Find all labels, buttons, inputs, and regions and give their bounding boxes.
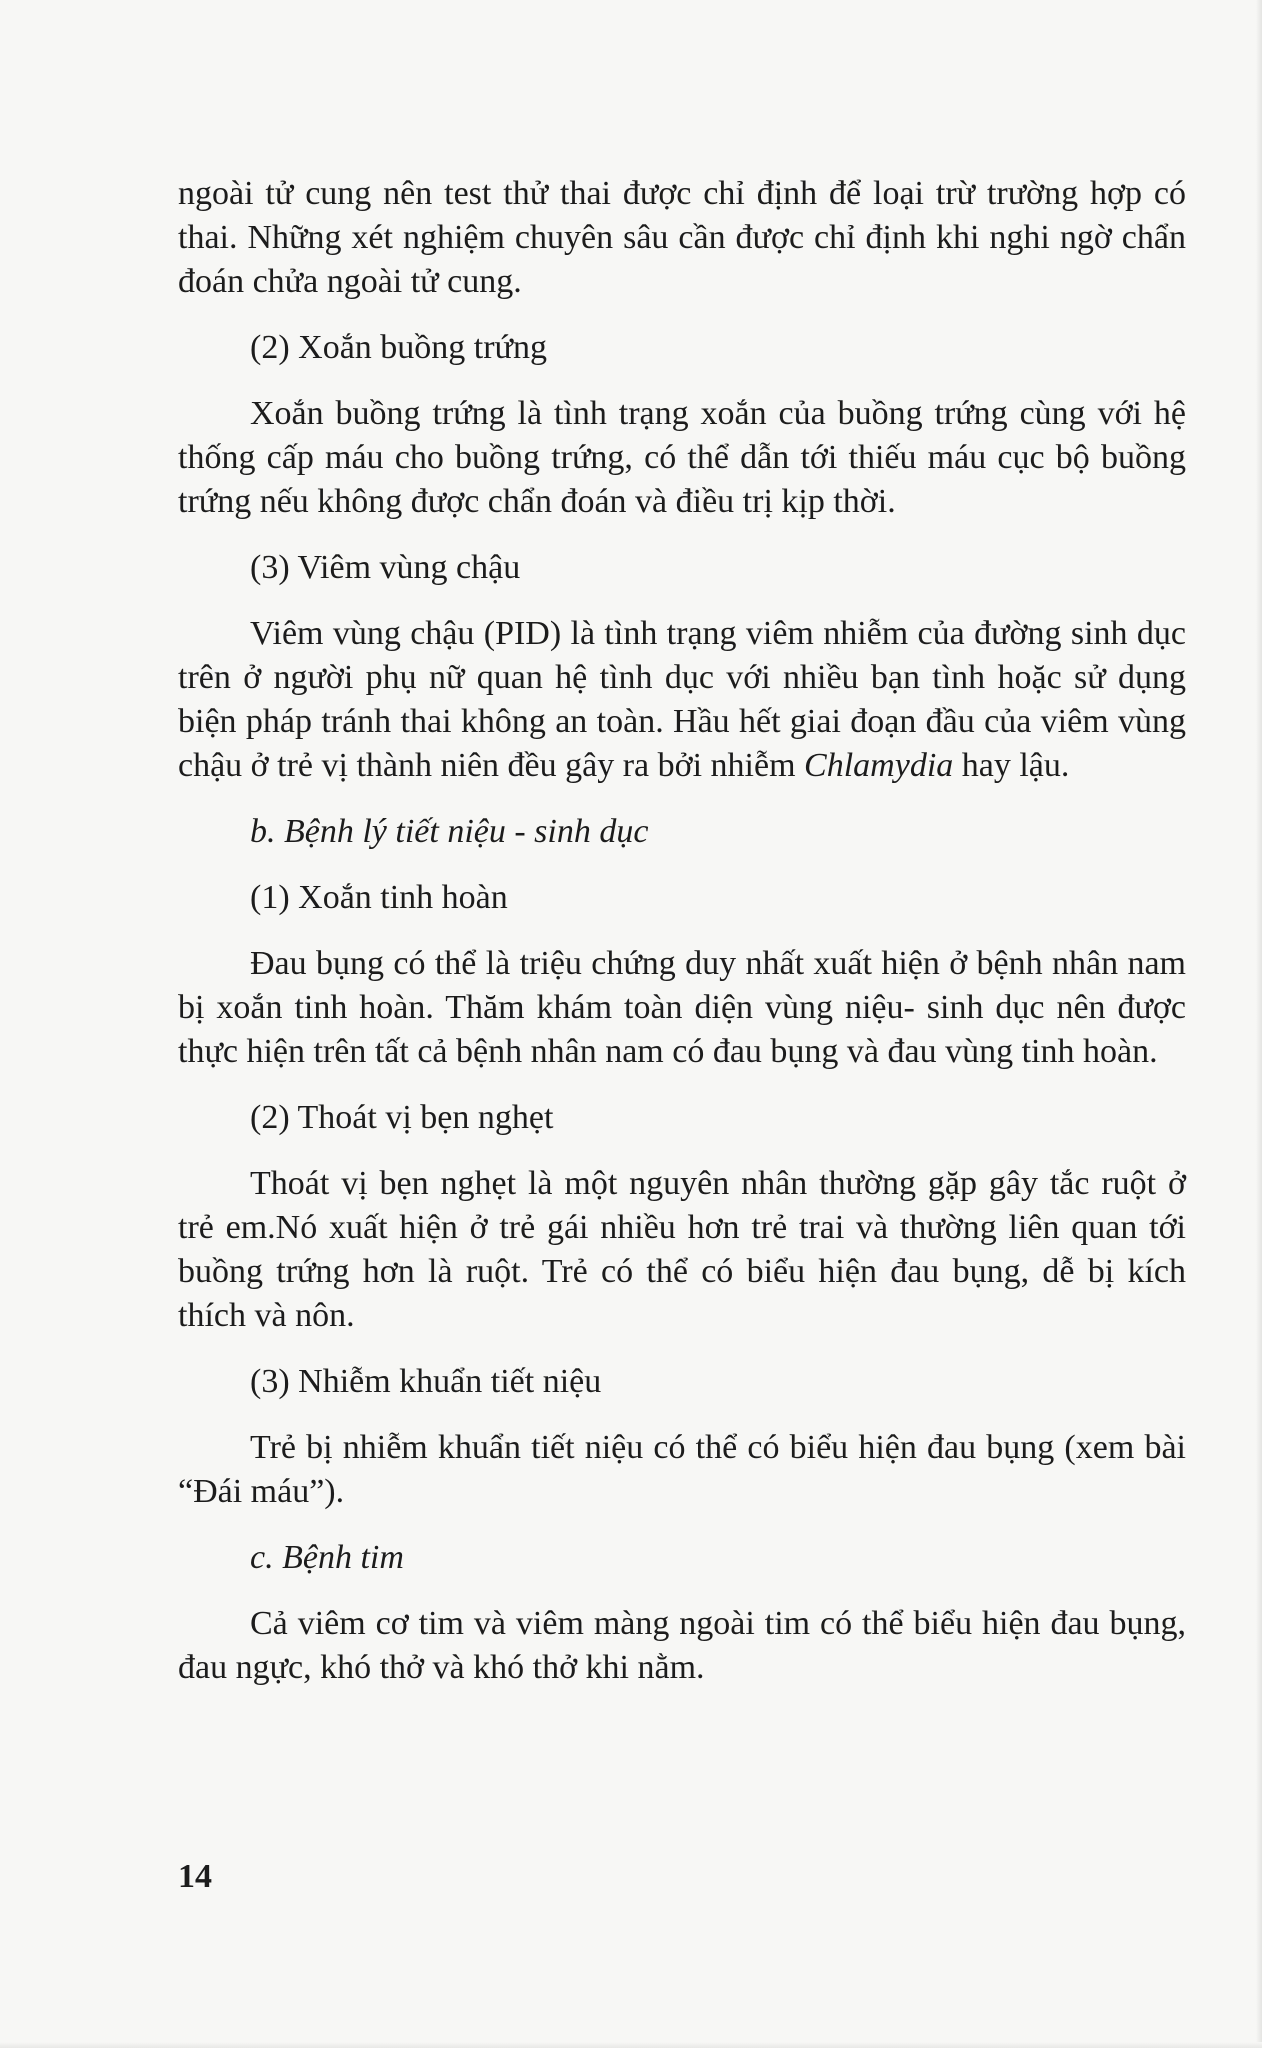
paragraph-incarcerated-hernia: Thoát vị bẹn nghẹt là một nguyên nhân thường gặp gây tắc ruột ở trẻ em.Nó xuất hiện ở trẻ gái nhiều hơn trẻ trai và thường liên quan tới buồng trứng hơn là ruột. Trẻ có thể có biểu hiện đau bụng, dễ bị kích thích và nôn.: [178, 1165, 1186, 1334]
paragraph-pid-text: Viêm vùng chậu (PID) là tình trạng viêm nhiễm của đường sinh dục trên ở người phụ nữ quan hệ tình dục với nhiều bạn tình hoặc sử dụng biện pháp tránh thai không an toàn. Hầu hết giai đoạn đầu của viêm vùng chậu ở trẻ vị thành niên đều gây ra bởi nhiễm: [178, 615, 1186, 784]
paragraph-ovarian-torsion: Xoắn buồng trứng là tình trạng xoắn của buồng trứng cùng với hệ thống cấp máu cho buồng trứng, có thể dẫn tới thiếu máu cục bộ buồng trứng nếu không được chẩn đoán và điều trị kịp thời.: [178, 395, 1186, 520]
subheading-testicular-torsion: (1) Xoắn tinh hoàn: [250, 879, 508, 916]
subheading-ovarian-torsion: (2) Xoắn buồng trứng: [250, 329, 547, 366]
section-heading-heart-disease: c. Bệnh tim: [250, 1539, 404, 1576]
paragraph-heart-disease: Cả viêm cơ tim và viêm màng ngoài tim có thể biểu hiện đau bụng, đau ngực, khó thở và khó thở khi nằm.: [178, 1605, 1186, 1686]
page-body: [178, 172, 1186, 1712]
chlamydia-term: Chlamydia: [804, 747, 954, 784]
paragraph-testicular-torsion: Đau bụng có thể là triệu chứng duy nhất xuất hiện ở bệnh nhân nam bị xoắn tinh hoàn. Thăm khám toàn diện vùng niệu- sinh dục nên được thực hiện trên tất cả bệnh nhân nam có đau bụng và đau vùng tinh hoàn.: [178, 945, 1186, 1070]
subheading-urinary-infection: (3) Nhiễm khuẩn tiết niệu: [250, 1363, 602, 1400]
page-bottom-shadow: [0, 2042, 1262, 2048]
page-edge-shadow: [1256, 0, 1262, 2048]
section-heading-urogenital: b. Bệnh lý tiết niệu - sinh dục: [250, 813, 649, 850]
subheading-pelvic-inflammation: (3) Viêm vùng chậu: [250, 549, 521, 586]
paragraph-pelvic-inflammation: [178, 612, 1186, 788]
paragraph-urinary-infection: Trẻ bị nhiễm khuẩn tiết niệu có thể có biểu hiện đau bụng (xem bài “Đái máu”).: [178, 1429, 1186, 1510]
paragraph-ectopic-pregnancy-continuation: ngoài tử cung nên test thử thai được chỉ định để loại trừ trường hợp có thai. Những xét nghiệm chuyên sâu cần được chỉ định khi nghi ngờ chẩn đoán chửa ngoài tử cung.: [178, 175, 1186, 300]
paragraph-pid-end: hay lậu.: [953, 747, 1070, 784]
subheading-incarcerated-hernia: (2) Thoát vị bẹn nghẹt: [250, 1099, 554, 1136]
page-number: 14: [178, 1858, 212, 1895]
